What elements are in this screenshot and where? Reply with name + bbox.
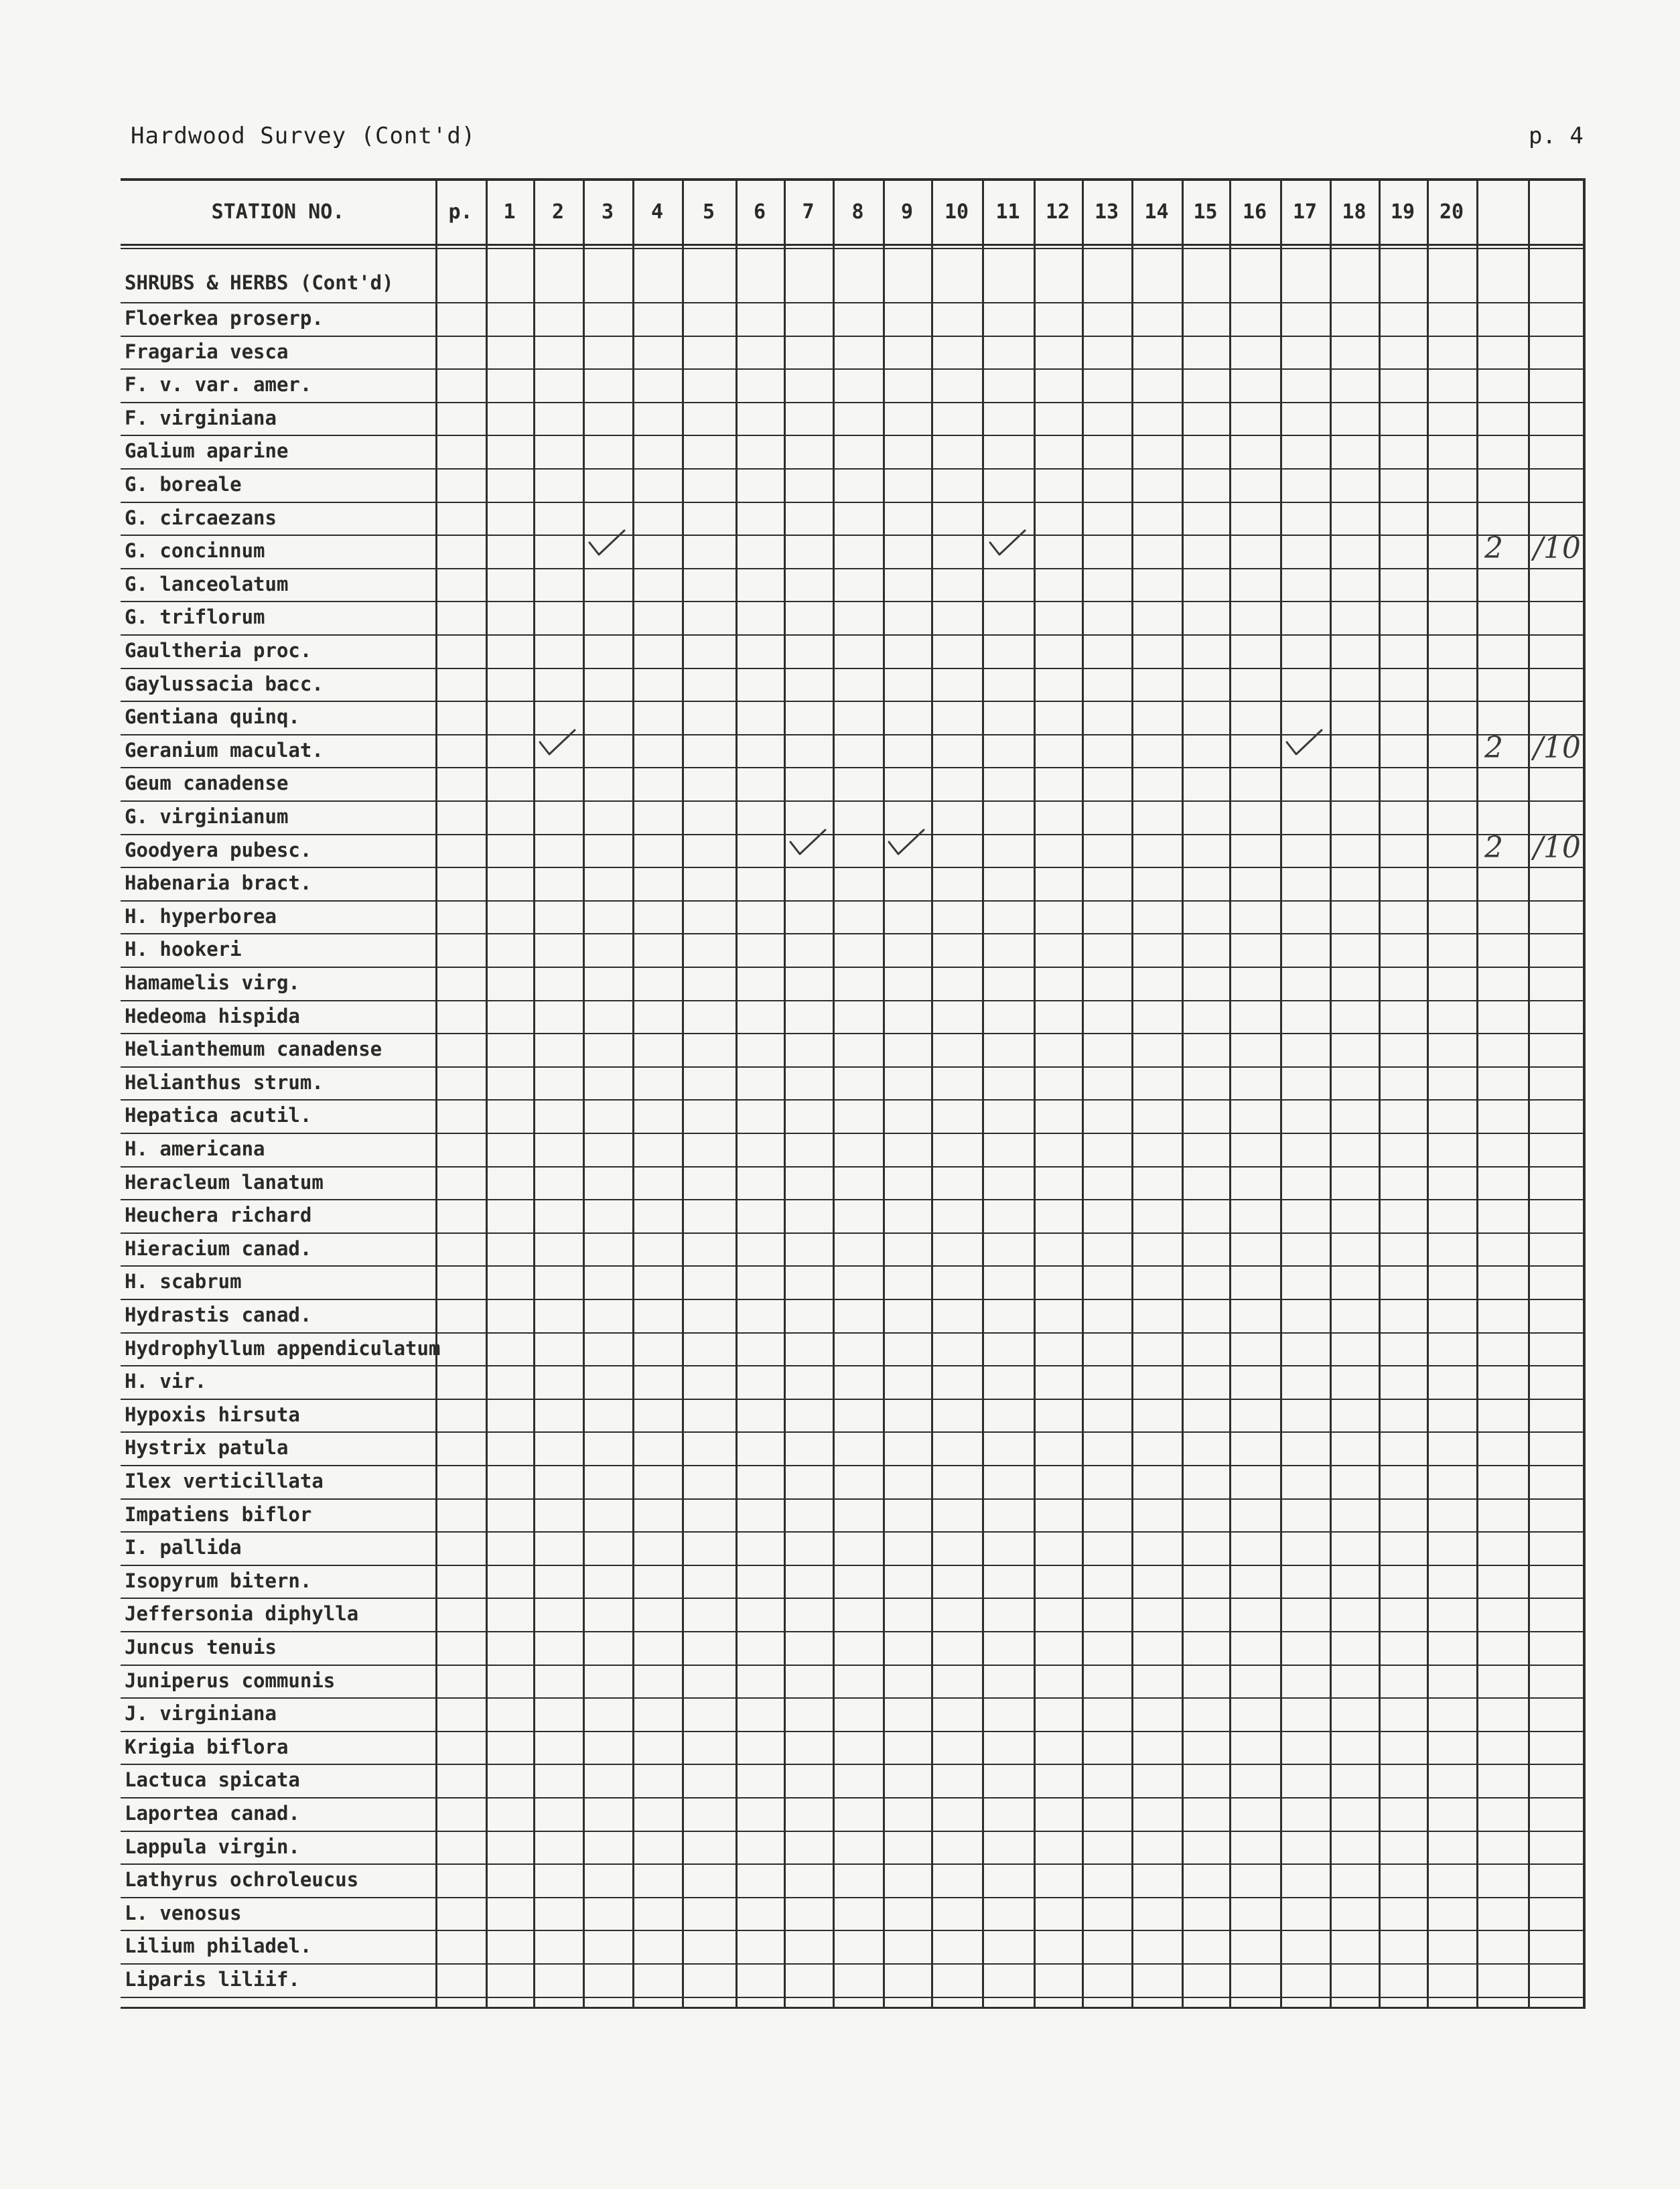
tally-total: /10 bbox=[1533, 531, 1581, 565]
species-name: Juncus tenuis bbox=[125, 1636, 277, 1658]
column-divider bbox=[632, 178, 634, 2009]
check-mark-icon bbox=[985, 526, 1032, 559]
species-name: Galium aparine bbox=[125, 439, 289, 462]
column-divider bbox=[982, 178, 984, 2009]
species-name: Hepatica acutil. bbox=[125, 1104, 312, 1127]
grid-line bbox=[121, 2007, 1585, 2009]
check-mark-icon bbox=[1281, 726, 1328, 759]
species-name: Hypoxis hirsuta bbox=[125, 1403, 300, 1426]
check-mark-icon bbox=[584, 526, 631, 559]
column-divider bbox=[682, 178, 684, 2009]
row-divider bbox=[121, 933, 1585, 934]
station-column-header: 10 bbox=[944, 200, 969, 224]
row-divider bbox=[121, 1099, 1585, 1101]
row-divider bbox=[121, 1764, 1585, 1765]
row-divider bbox=[121, 1797, 1585, 1798]
species-name: Gaylussacia bacc. bbox=[125, 673, 324, 695]
species-name: I. pallida bbox=[125, 1536, 242, 1559]
row-divider bbox=[121, 468, 1585, 470]
station-column-header: 20 bbox=[1439, 200, 1464, 224]
row-divider bbox=[121, 900, 1585, 902]
species-name: Lathyrus ochroleucus bbox=[125, 1868, 359, 1891]
row-divider bbox=[121, 336, 1585, 337]
row-divider bbox=[121, 601, 1585, 602]
species-name: G. lanceolatum bbox=[125, 573, 289, 595]
column-divider bbox=[583, 178, 585, 2009]
species-name: Hedeoma hispida bbox=[125, 1005, 300, 1028]
check-mark-icon bbox=[785, 826, 832, 859]
species-name: H. hookeri bbox=[125, 938, 242, 961]
tally-total: /10 bbox=[1533, 731, 1581, 765]
species-name: Gaultheria proc. bbox=[125, 639, 312, 662]
column-divider bbox=[1379, 178, 1381, 2009]
species-name: Krigia biflora bbox=[125, 1736, 289, 1758]
species-name: Hydrophyllum appendiculatum bbox=[125, 1337, 441, 1360]
check-mark-icon bbox=[535, 726, 581, 759]
row-divider bbox=[121, 800, 1585, 802]
row-divider bbox=[121, 1731, 1585, 1732]
species-name: Gentiana quinq. bbox=[125, 705, 300, 728]
species-name: G. concinnum bbox=[125, 539, 265, 562]
row-divider bbox=[121, 1399, 1585, 1400]
row-divider bbox=[121, 634, 1585, 636]
species-name: Lappula virgin. bbox=[125, 1835, 300, 1858]
row-divider bbox=[121, 1665, 1585, 1666]
column-divider bbox=[1034, 178, 1036, 2009]
column-divider bbox=[533, 178, 535, 2009]
page-title: Hardwood Survey (Cont'd) bbox=[131, 123, 476, 149]
row-divider bbox=[121, 701, 1585, 702]
station-column-header: 7 bbox=[802, 200, 815, 224]
station-column-header: 8 bbox=[851, 200, 864, 224]
grid-line bbox=[121, 248, 1585, 249]
species-name: L. venosus bbox=[125, 1902, 242, 1924]
row-divider bbox=[121, 1498, 1585, 1500]
row-divider bbox=[121, 1299, 1585, 1300]
species-name: Hamamelis virg. bbox=[125, 971, 300, 994]
species-name: Hieracium canad. bbox=[125, 1237, 312, 1260]
species-name: Helianthemum canadense bbox=[125, 1038, 382, 1060]
station-column-header: 13 bbox=[1094, 200, 1119, 224]
station-column-header bbox=[1528, 178, 1583, 245]
species-name: Juniperus communis bbox=[125, 1669, 336, 1692]
station-column-header: 5 bbox=[702, 200, 715, 224]
species-name: J. virginiana bbox=[125, 1702, 277, 1725]
column-divider bbox=[486, 178, 488, 2009]
row-divider bbox=[121, 767, 1585, 768]
row-divider bbox=[121, 1997, 1585, 1998]
column-divider bbox=[1280, 178, 1282, 2009]
row-divider bbox=[121, 502, 1585, 503]
tally-count: 2 bbox=[1484, 831, 1503, 865]
row-divider bbox=[121, 1631, 1585, 1632]
species-name: Habenaria bract. bbox=[125, 871, 312, 894]
column-divider bbox=[1182, 178, 1184, 2009]
column-divider bbox=[1229, 178, 1231, 2009]
column-divider bbox=[435, 178, 437, 2009]
row-divider bbox=[121, 1831, 1585, 1832]
row-divider bbox=[121, 1697, 1585, 1699]
species-name: Helianthus strum. bbox=[125, 1071, 324, 1094]
station-column-header: 1 bbox=[503, 200, 516, 224]
section-label: SHRUBS & HERBS (Cont'd) bbox=[125, 271, 394, 294]
column-divider bbox=[736, 178, 738, 2009]
row-divider bbox=[121, 1531, 1585, 1533]
row-divider bbox=[121, 1930, 1585, 1931]
page-number: p. 4 bbox=[1529, 123, 1584, 149]
station-column-header: 4 bbox=[650, 200, 664, 224]
station-column-header bbox=[1476, 178, 1528, 245]
species-name: Isopyrum bitern. bbox=[125, 1569, 312, 1592]
station-column-header: 14 bbox=[1144, 200, 1169, 224]
station-column-header: 2 bbox=[551, 200, 565, 224]
row-divider bbox=[121, 1199, 1585, 1200]
row-divider bbox=[121, 1365, 1585, 1366]
species-name: Geum canadense bbox=[125, 772, 289, 794]
species-name: Liparis liliif. bbox=[125, 1968, 300, 1991]
species-name: Lilium philadel. bbox=[125, 1934, 312, 1957]
species-name: H. vir. bbox=[125, 1370, 207, 1393]
species-name: Laportea canad. bbox=[125, 1802, 300, 1825]
station-column-header: 3 bbox=[601, 200, 614, 224]
station-column-header: 19 bbox=[1390, 200, 1415, 224]
column-divider bbox=[1082, 178, 1084, 2009]
species-name: Heuchera richard bbox=[125, 1204, 312, 1226]
column-divider bbox=[1131, 178, 1133, 2009]
species-name: F. virginiana bbox=[125, 407, 277, 429]
station-column-header: p. bbox=[448, 200, 473, 224]
species-name: Hydrastis canad. bbox=[125, 1303, 312, 1326]
row-divider bbox=[121, 1166, 1585, 1168]
species-name: G. circaezans bbox=[125, 506, 277, 529]
species-name: Goodyera pubesc. bbox=[125, 839, 312, 861]
species-name: G. triflorum bbox=[125, 606, 265, 628]
station-column-header: 9 bbox=[900, 200, 914, 224]
species-name: Geranium maculat. bbox=[125, 739, 324, 762]
row-divider bbox=[121, 1000, 1585, 1001]
station-column-header: 16 bbox=[1242, 200, 1267, 224]
column-divider bbox=[1476, 178, 1478, 2009]
column-divider bbox=[1528, 178, 1530, 2009]
row-divider bbox=[121, 1431, 1585, 1433]
column-divider bbox=[883, 178, 885, 2009]
station-no-label: STATION NO. bbox=[211, 200, 345, 224]
row-divider bbox=[121, 402, 1585, 403]
species-name: F. v. var. amer. bbox=[125, 373, 312, 396]
station-column-header: 12 bbox=[1045, 200, 1070, 224]
species-name: Impatiens biflor bbox=[125, 1503, 312, 1526]
species-name: Jeffersonia diphylla bbox=[125, 1602, 359, 1625]
row-divider bbox=[121, 967, 1585, 968]
species-name: G. boreale bbox=[125, 473, 242, 496]
row-divider bbox=[121, 1963, 1585, 1965]
column-divider bbox=[784, 178, 786, 2009]
station-column-header: 6 bbox=[753, 200, 766, 224]
species-name: Lactuca spicata bbox=[125, 1768, 300, 1791]
row-divider bbox=[121, 435, 1585, 436]
row-divider bbox=[121, 1066, 1585, 1068]
station-column-header: 11 bbox=[995, 200, 1020, 224]
check-mark-icon bbox=[884, 826, 930, 859]
row-divider bbox=[121, 568, 1585, 569]
row-divider bbox=[121, 734, 1585, 735]
species-name: H. americana bbox=[125, 1137, 265, 1160]
species-name: G. virginianum bbox=[125, 805, 289, 828]
species-name: Fragaria vesca bbox=[125, 340, 289, 363]
row-divider bbox=[121, 867, 1585, 868]
species-name: Ilex verticillata bbox=[125, 1470, 324, 1492]
row-divider bbox=[121, 1465, 1585, 1466]
row-divider bbox=[121, 668, 1585, 669]
column-divider bbox=[1583, 178, 1586, 2009]
species-name: Heracleum lanatum bbox=[125, 1171, 324, 1194]
species-name: H. hyperborea bbox=[125, 905, 277, 928]
species-name: Floerkea proserp. bbox=[125, 307, 324, 330]
column-divider bbox=[1427, 178, 1429, 2009]
row-divider bbox=[121, 1232, 1585, 1234]
column-divider bbox=[1330, 178, 1332, 2009]
row-divider bbox=[121, 368, 1585, 370]
row-divider bbox=[121, 1565, 1585, 1566]
row-divider bbox=[121, 1133, 1585, 1134]
tally-total: /10 bbox=[1533, 831, 1581, 865]
station-column-header: 15 bbox=[1193, 200, 1218, 224]
species-name: H. scabrum bbox=[125, 1270, 242, 1293]
row-divider bbox=[121, 1265, 1585, 1267]
tally-count: 2 bbox=[1484, 731, 1503, 765]
station-column-header: 17 bbox=[1292, 200, 1318, 224]
survey-table bbox=[121, 178, 1585, 2009]
species-name: Hystrix patula bbox=[125, 1436, 289, 1459]
station-column-header: 18 bbox=[1342, 200, 1367, 224]
row-divider bbox=[121, 834, 1585, 835]
column-divider bbox=[931, 178, 933, 2009]
column-divider bbox=[833, 178, 835, 2009]
row-divider bbox=[121, 1897, 1585, 1898]
row-divider bbox=[121, 535, 1585, 536]
tally-count: 2 bbox=[1484, 531, 1503, 565]
